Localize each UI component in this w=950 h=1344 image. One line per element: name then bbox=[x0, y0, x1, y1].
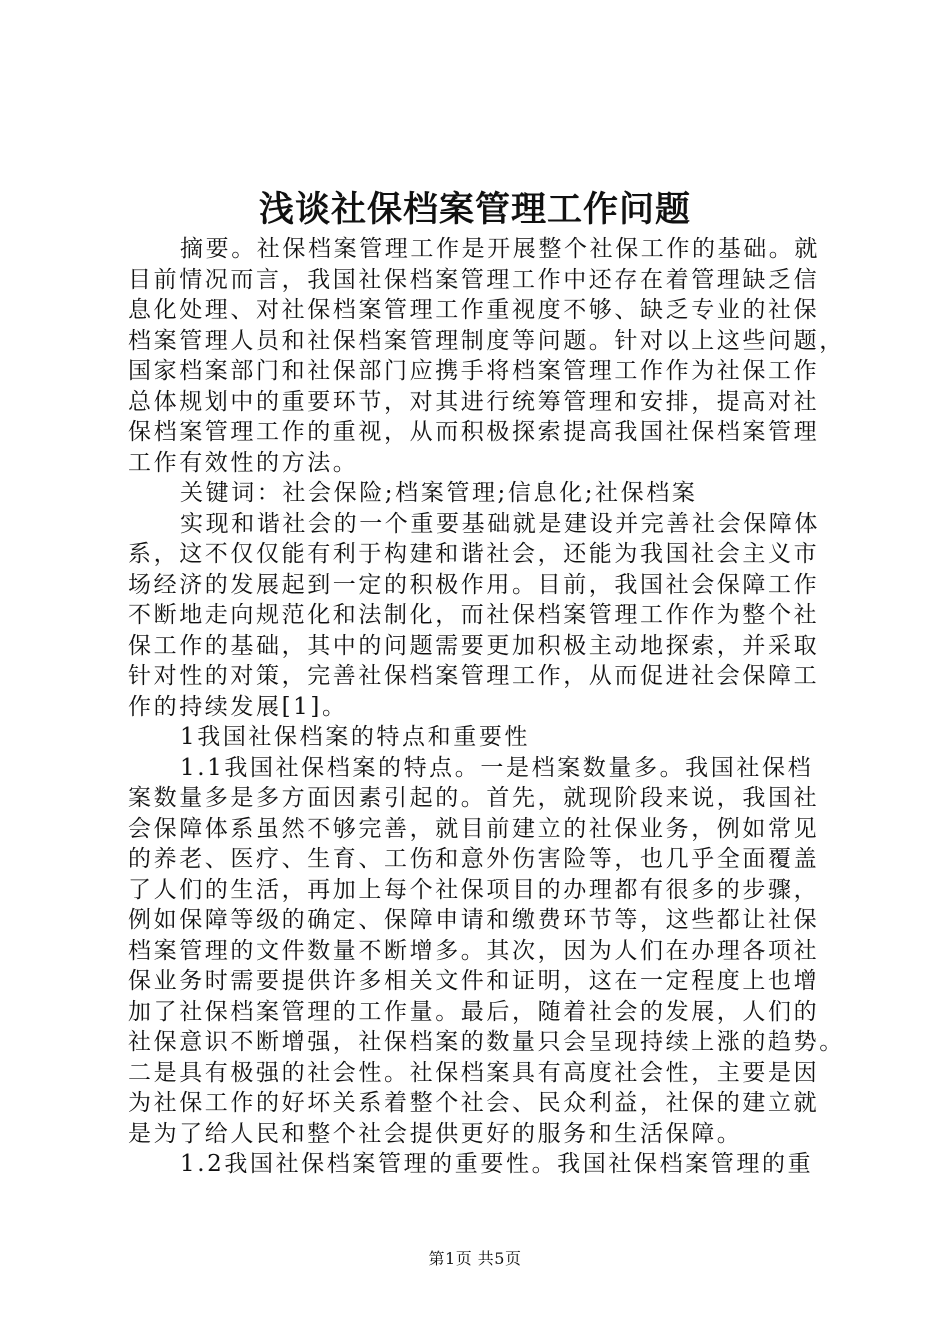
text-line: 会保障体系虽然不够完善，就目前建立的社保业务，例如常见 bbox=[128, 815, 820, 842]
text-line: 为社保工作的好坏关系着整个社会、民众利益，社保的建立就 bbox=[128, 1090, 820, 1116]
text-line: 1我国社保档案的特点和重要性 bbox=[180, 724, 531, 750]
text-line: 案数量多是多方面因素引起的。首先，就现阶段来说，我国社 bbox=[128, 785, 820, 811]
text-line: 针对性的对策，完善社保档案管理工作，从而促进社会保障工 bbox=[128, 663, 820, 689]
text-line: 了人们的生活，再加上每个社保项目的办理都有很多的步骤， bbox=[128, 876, 820, 903]
text-line: 例如保障等级的确定、保障申请和缴费环节等，这些都让社保 bbox=[128, 907, 820, 933]
text-line: 档案管理的文件数量不断增多。其次，因为人们在办理各项社 bbox=[128, 937, 820, 964]
text-line: 1.1我国社保档案的特点。一是档案数量多。我国社保档 bbox=[180, 754, 814, 781]
text-line: 国家档案部门和社保部门应携手将档案管理工作作为社保工作 bbox=[128, 358, 820, 384]
text-line: 保档案管理工作的重视，从而积极探索提高我国社保档案管理 bbox=[128, 419, 820, 445]
text-line: 目前情况而言，我国社保档案管理工作中还存在着管理缺乏信 bbox=[128, 266, 820, 293]
document-title: 浅谈社保档案管理工作问题 bbox=[258, 189, 691, 230]
text-line: 关键词：社会保险;档案管理;信息化;社保档案 bbox=[180, 480, 698, 506]
text-line: 摘要。社保档案管理工作是开展整个社保工作的基础。就 bbox=[180, 236, 820, 262]
page-footer: 第1页 共5页 bbox=[428, 1249, 522, 1268]
text-line: 保业务时需要提供许多相关文件和证明，这在一定程度上也增 bbox=[128, 968, 820, 994]
text-line: 保工作的基础，其中的问题需要更加积极主动地探索，并采取 bbox=[128, 632, 820, 659]
text-line: 的养老、医疗、生育、工伤和意外伤害险等，也几乎全面覆盖 bbox=[128, 846, 820, 872]
text-line: 总体规划中的重要环节，对其进行统筹管理和安排，提高对社 bbox=[128, 388, 820, 415]
document-body bbox=[128, 234, 868, 1180]
text-line: 工作有效性的方法。 bbox=[128, 449, 359, 476]
text-line: 加了社保档案管理的工作量。最后，随着社会的发展，人们的 bbox=[128, 998, 820, 1025]
text-line: 作的持续发展[1]。 bbox=[128, 693, 348, 720]
text-line: 档案管理人员和社保档案管理制度等问题。针对以上这些问题， bbox=[128, 327, 845, 354]
text-line: 社保意识不断增强，社保档案的数量只会呈现持续上涨的趋势。 bbox=[128, 1029, 845, 1055]
text-line: 1.2我国社保档案管理的重要性。我国社保档案管理的重 bbox=[180, 1151, 814, 1177]
text-line: 场经济的发展起到一定的积极作用。目前，我国社会保障工作 bbox=[128, 571, 820, 598]
text-line: 实现和谐社会的一个重要基础就是建设并完善社会保障体 bbox=[180, 510, 820, 537]
text-line: 息化处理、对社保档案管理工作重视度不够、缺乏专业的社保 bbox=[128, 297, 820, 323]
text-line: 系，这不仅仅能有利于构建和谐社会，还能为我国社会主义市 bbox=[128, 541, 820, 567]
text-line: 是为了给人民和整个社会提供更好的服务和生活保障。 bbox=[128, 1120, 743, 1147]
text-line: 不断地走向规范化和法制化，而社保档案管理工作作为整个社 bbox=[128, 602, 820, 628]
text-line: 二是具有极强的社会性。社保档案具有高度社会性，主要是因 bbox=[128, 1059, 820, 1086]
